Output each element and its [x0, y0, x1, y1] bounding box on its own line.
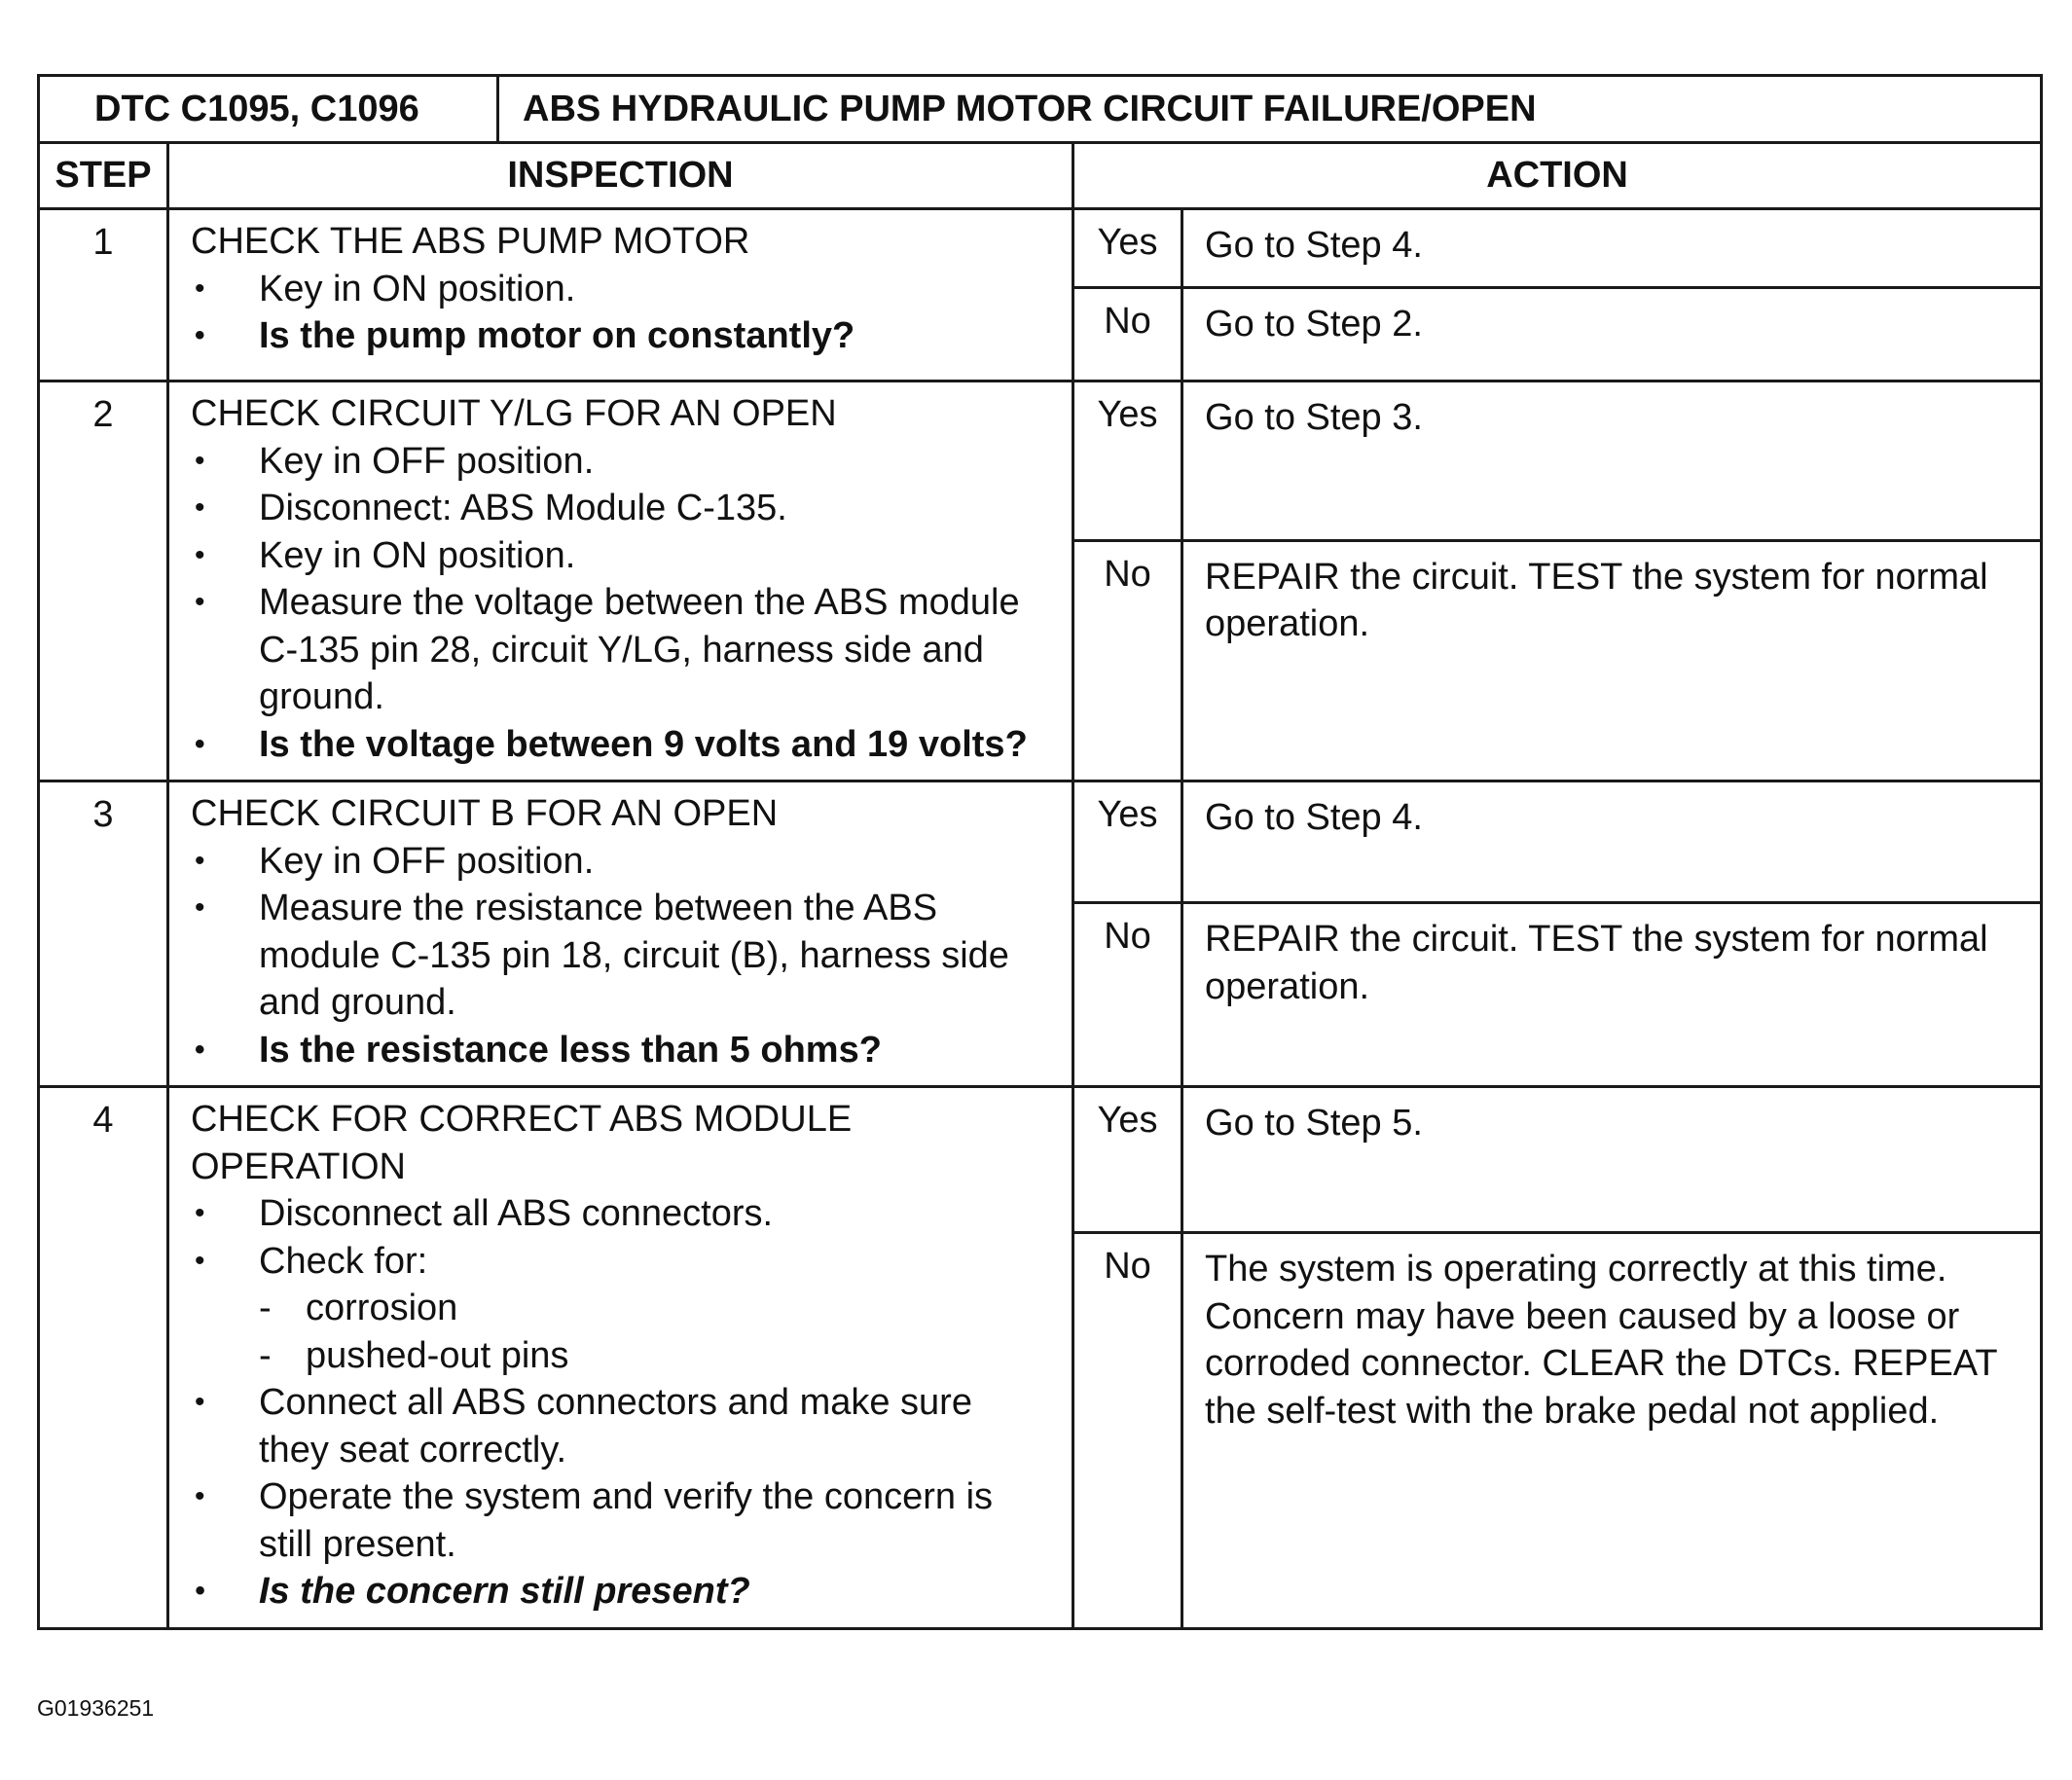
- step-title: CHECK THE ABS PUMP MOTOR: [191, 221, 750, 262]
- step-number: 3: [39, 781, 168, 1087]
- step-question: • Is the voltage between 9 volts and 19 volts?: [191, 721, 1050, 769]
- bullet-item: • Key in OFF position.: [191, 438, 1050, 486]
- step-2-yes-row: [39, 381, 2042, 541]
- step-2-inspection: [168, 381, 1073, 781]
- step-bullets: [191, 266, 1050, 360]
- yes-action: Go to Step 4.: [1182, 781, 2042, 903]
- dtc-description: ABS HYDRAULIC PUMP MOTOR CIRCUIT FAILURE/OPEN: [498, 76, 2042, 143]
- step-1-inspection: [168, 209, 1073, 381]
- step-question: • Is the pump motor on constantly?: [191, 312, 1050, 360]
- step-4-inspection: [168, 1087, 1073, 1629]
- figure-id: G01936251: [37, 1695, 155, 1721]
- bullet-item: • Key in ON position.: [191, 532, 1050, 580]
- step-title: CHECK CIRCUIT B FOR AN OPEN: [191, 793, 779, 834]
- bullet-item: • Connect all ABS connectors and make sure they seat correctly.: [191, 1379, 1050, 1473]
- sub-item: - corrosion: [259, 1285, 1050, 1332]
- step-3-yes-row: [39, 781, 2042, 903]
- bullet-item: • Measure the resistance between the ABS module C-135 pin 18, circuit (B), harness side and ground.: [191, 885, 1050, 1027]
- step-bullets: [191, 1190, 1050, 1616]
- step-title: CHECK CIRCUIT Y/LG FOR AN OPEN: [191, 393, 837, 434]
- step-title: CHECK FOR CORRECT ABS MODULE OPERATION: [191, 1099, 853, 1187]
- yes-label: Yes: [1073, 381, 1182, 541]
- sub-list: [259, 1285, 1050, 1379]
- dtc-codes: DTC C1095, C1096: [39, 76, 498, 143]
- bullet-item: [191, 1238, 1050, 1380]
- yes-label: Yes: [1073, 209, 1182, 288]
- header-row: [39, 143, 2042, 209]
- no-label: No: [1073, 288, 1182, 381]
- step-number: 4: [39, 1087, 168, 1629]
- title-row: [39, 76, 2042, 143]
- no-action: REPAIR the circuit. TEST the system for normal operation.: [1182, 540, 2042, 781]
- step-4-yes-row: [39, 1087, 2042, 1233]
- bullet-item: • Operate the system and verify the concern is still present.: [191, 1473, 1050, 1568]
- no-action: REPAIR the circuit. TEST the system for normal operation.: [1182, 903, 2042, 1087]
- bullet-item: • Measure the voltage between the ABS module C-135 pin 28, circuit Y/LG, harness side and ground.: [191, 579, 1050, 721]
- step-bullets: [191, 838, 1050, 1074]
- yes-label: Yes: [1073, 1087, 1182, 1233]
- no-label: No: [1073, 1233, 1182, 1628]
- step-header: STEP: [39, 143, 168, 209]
- yes-action: Go to Step 5.: [1182, 1087, 2042, 1233]
- step-question: • Is the concern still present?: [191, 1568, 1050, 1616]
- no-action: The system is operating correctly at this time. Concern may have been caused by a loose or corroded connector. CLEAR the DTCs. REPEAT the self-test with the brake pedal not applied.: [1182, 1233, 2042, 1628]
- sub-item: - pushed-out pins: [259, 1332, 1050, 1380]
- step-question: • Is the resistance less than 5 ohms?: [191, 1027, 1050, 1074]
- no-label: No: [1073, 540, 1182, 781]
- yes-action: Go to Step 4.: [1182, 209, 2042, 288]
- bullet-item-text: Check for:: [259, 1240, 428, 1282]
- yes-label: Yes: [1073, 781, 1182, 903]
- step-bullets: [191, 438, 1050, 769]
- bullet-item: • Disconnect: ABS Module C-135.: [191, 485, 1050, 532]
- yes-action: Go to Step 3.: [1182, 381, 2042, 541]
- no-action: Go to Step 2.: [1182, 288, 2042, 381]
- bullet-item: • Disconnect all ABS connectors.: [191, 1190, 1050, 1238]
- bullet-item: • Key in ON position.: [191, 266, 1050, 313]
- step-3-inspection: [168, 781, 1073, 1087]
- diagnostic-table: [37, 74, 2043, 1630]
- no-label: No: [1073, 903, 1182, 1087]
- action-header: ACTION: [1073, 143, 2042, 209]
- inspection-header: INSPECTION: [168, 143, 1073, 209]
- step-number: 1: [39, 209, 168, 381]
- step-number: 2: [39, 381, 168, 781]
- step-1-yes-row: [39, 209, 2042, 288]
- bullet-item: • Key in OFF position.: [191, 838, 1050, 886]
